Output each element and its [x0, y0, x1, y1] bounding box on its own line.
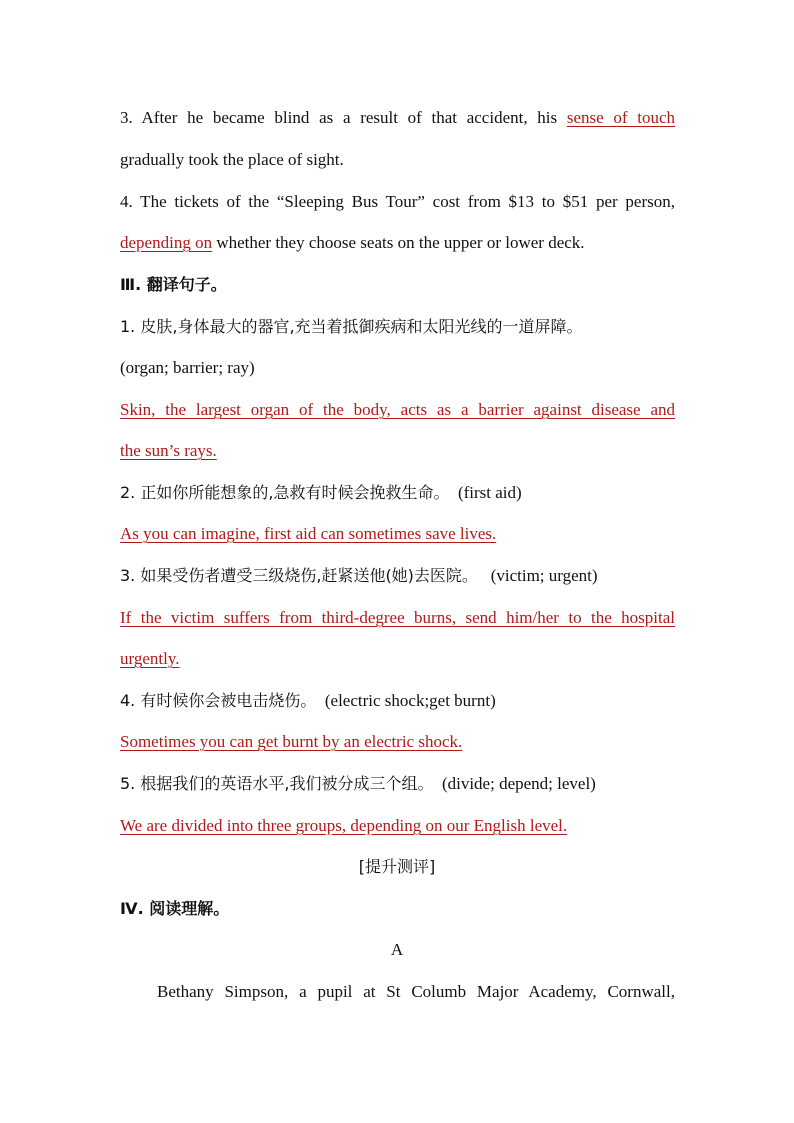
q3-text: 3. After he became blind as a result of that accident, his [120, 108, 567, 127]
t1-chinese: 1. 皮肤,身体最大的器官,充当着抵御疾病和太阳光线的一道屏障。 [120, 317, 583, 336]
subtitle: [提升测评] [358, 857, 436, 876]
t1-hint: (organ; barrier; ray) [120, 358, 255, 377]
t3-answer-line-2: urgently. [120, 649, 180, 668]
t4-answer: Sometimes you can get burnt by an electric shock. [120, 732, 463, 751]
t2-answer: As you can imagine, first aid can sometimes save lives. [120, 524, 497, 543]
section4-heading: Ⅳ. 阅读理解。 [120, 899, 230, 918]
q4-answer: depending on [120, 233, 213, 252]
q3-answer: sense of touch [566, 108, 675, 127]
q3-line-2: gradually took the place of sight. [120, 150, 344, 169]
t5-chinese: 5. 根据我们的英语水平,我们被分成三个组。 [120, 774, 434, 793]
t1-answer-line-1: Skin, the largest organ of the body, acts as a barrier against disease and [120, 400, 675, 419]
section3-heading: Ⅲ. 翻译句子。 [120, 275, 227, 294]
t4-row [120, 690, 675, 712]
passage-first-line: Bethany Simpson, a pupil at St Columb Major Academy, Cornwall, [157, 982, 675, 1001]
t3-row [120, 565, 675, 587]
t4-hint: (electric shock;get burnt) [324, 691, 496, 710]
t5-answer: We are divided into three groups, depending on our English level. [120, 816, 568, 835]
q4-line-1: 4. The tickets of the “Sleeping Bus Tour” cost from $13 to $51 per person, [120, 192, 675, 211]
t5-hint: (divide; depend; level) [441, 774, 596, 793]
q4-line-2 [120, 232, 675, 254]
t3-answer-line-1: If the victim suffers from third-degree burns, send him/her to the hospital [120, 608, 675, 627]
t3-hint: (victim; urgent) [490, 566, 598, 585]
t2-row [120, 482, 675, 504]
passage-label: A [390, 940, 404, 959]
t4-chinese: 4. 有时候你会被电击烧伤。 [120, 691, 317, 710]
t1-answer-line-2: the sun’s rays. [120, 441, 217, 460]
t2-hint: (first aid) [457, 483, 522, 502]
q4-text: whether they choose seats on the upper or lower deck. [212, 233, 585, 252]
t3-chinese: 3. 如果受伤者遭受三级烧伤,赶紧送他(她)去医院。 [120, 566, 478, 585]
t5-row [120, 773, 675, 795]
q3-line-1 [120, 107, 675, 129]
t2-chinese: 2. 正如你所能想象的,急救有时候会挽救生命。 [120, 483, 450, 502]
